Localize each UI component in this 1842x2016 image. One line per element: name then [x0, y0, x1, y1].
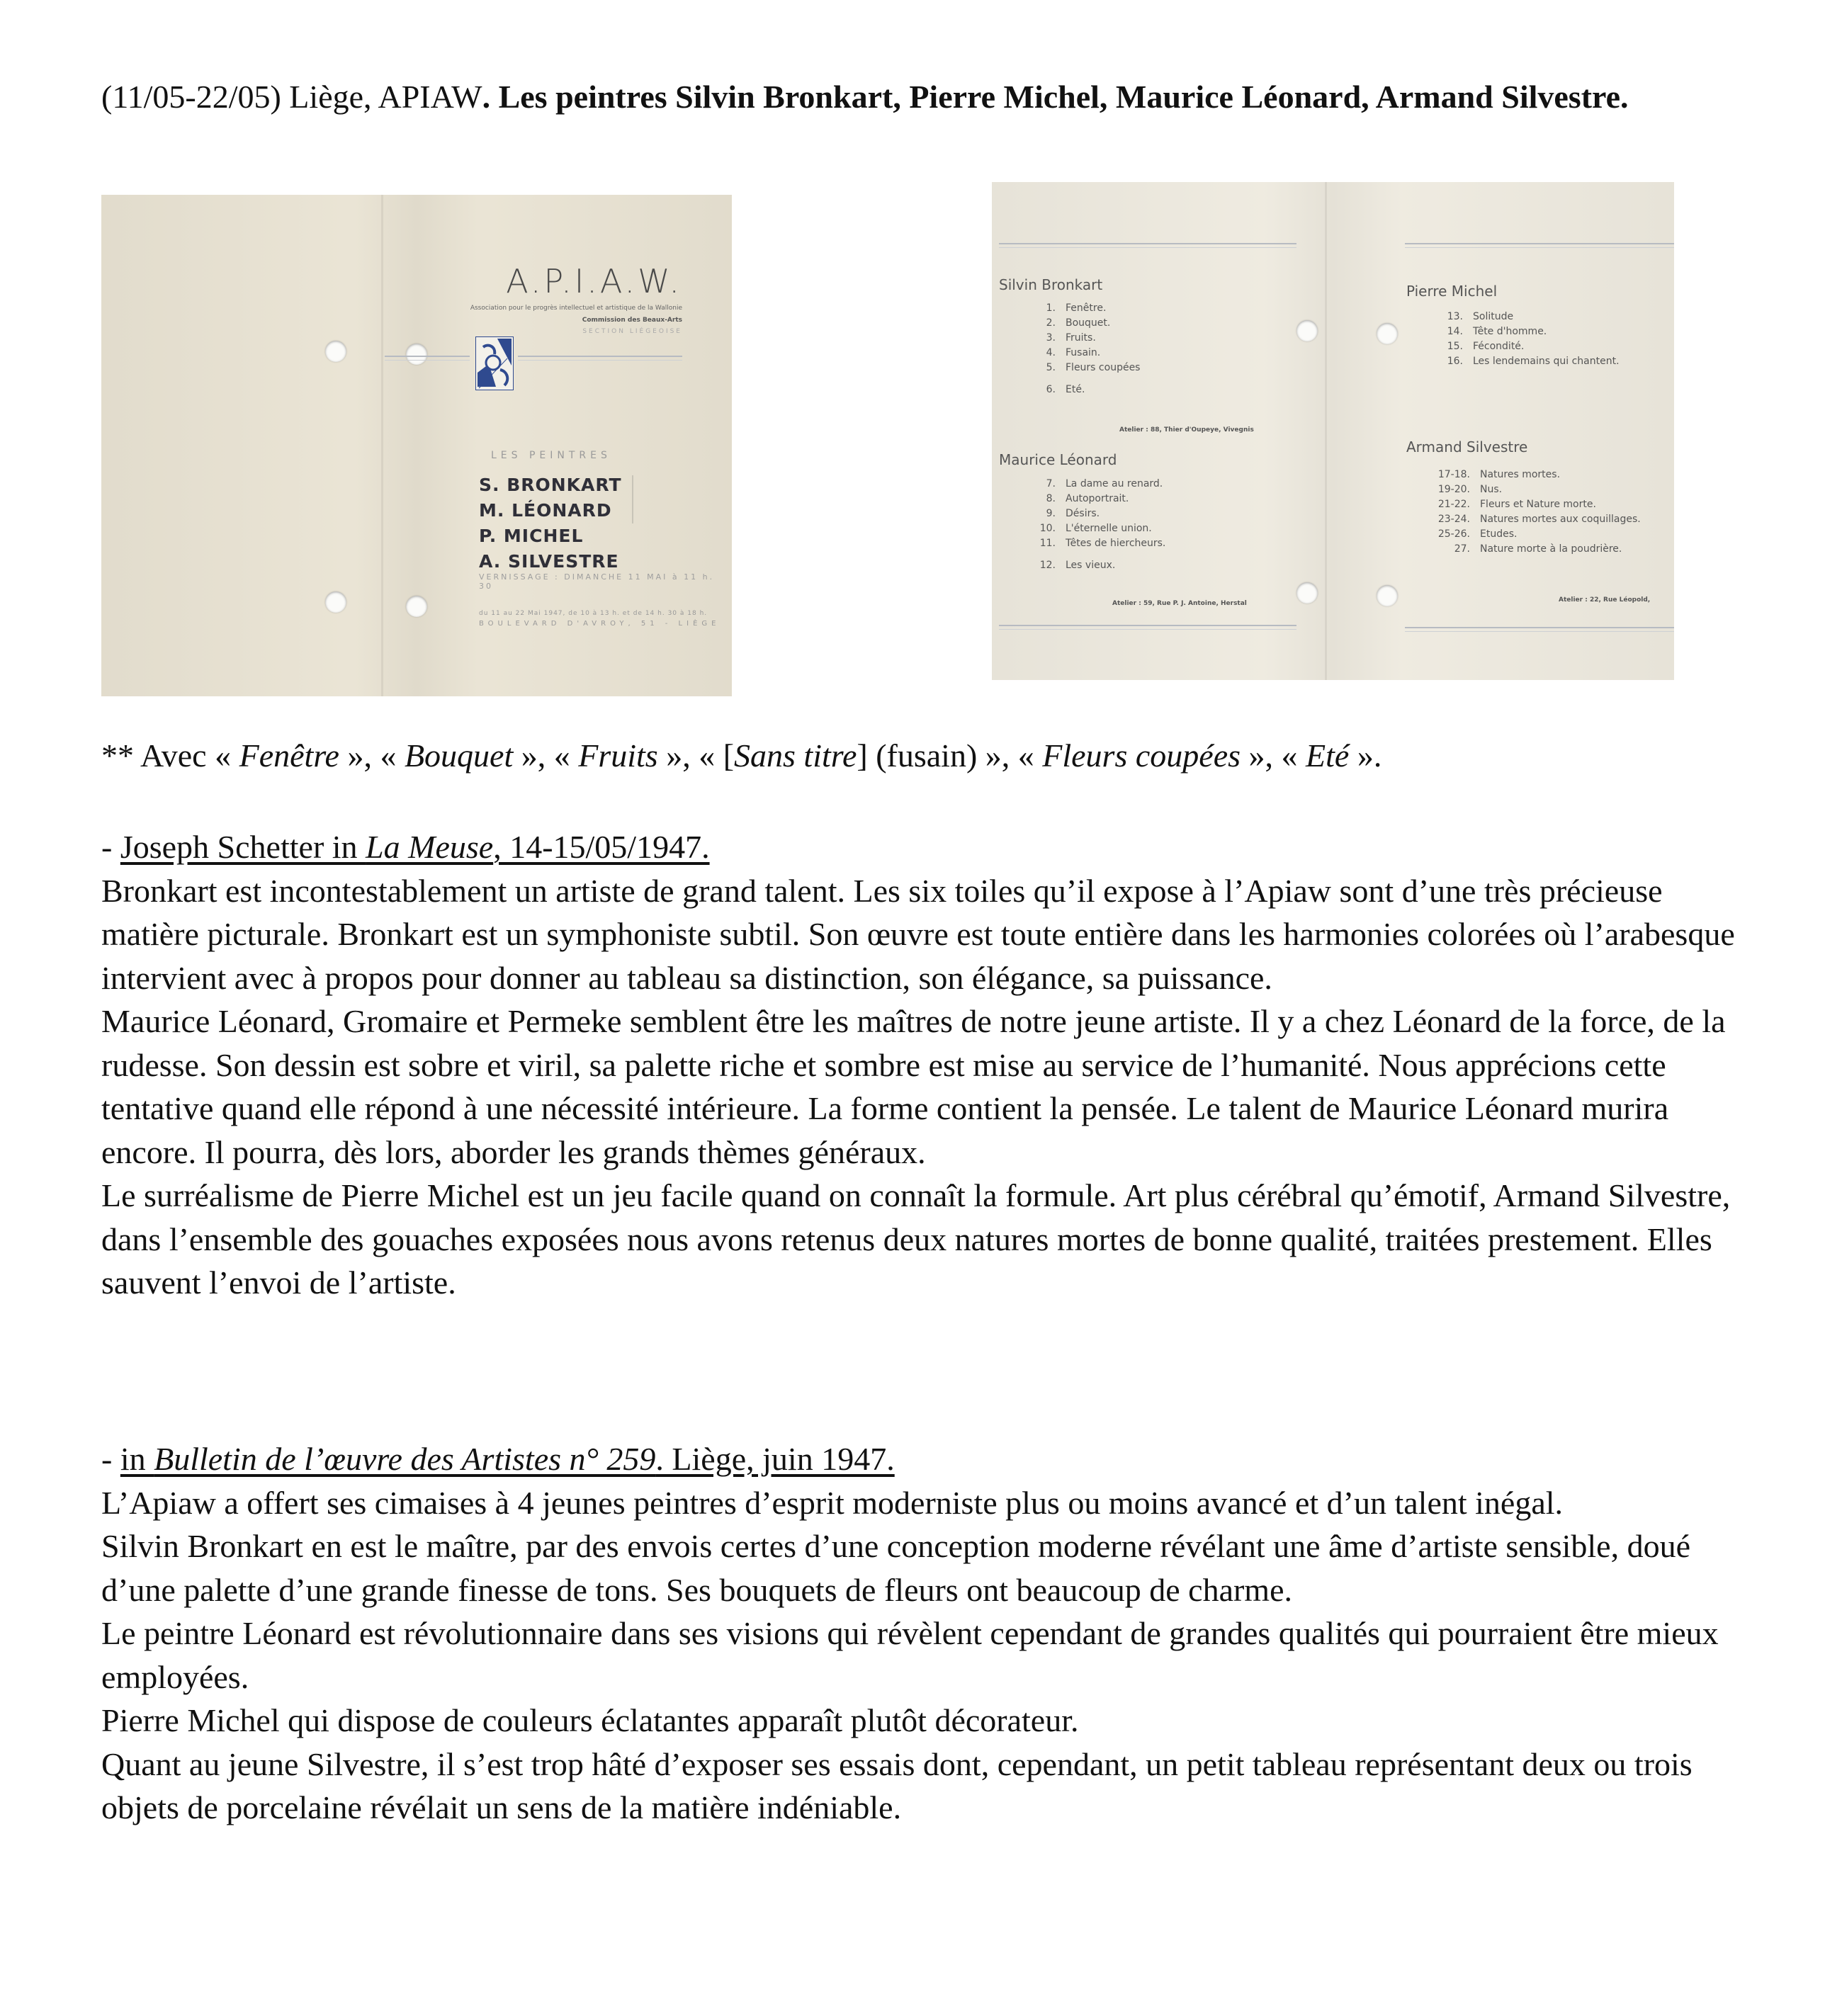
- painters-names: [479, 472, 732, 574]
- org-full-name: Association pour le progrès intellectuel et artistique de la Wallonie: [470, 305, 682, 312]
- work-item: 13. Solitude: [1447, 311, 1514, 322]
- review-la-meuse: [101, 825, 1745, 1305]
- fold-crease: [1325, 182, 1327, 680]
- punch-hole: [325, 591, 346, 613]
- decorative-rule: [518, 356, 682, 361]
- punch-hole: [1296, 582, 1318, 604]
- work-title: Sans titre: [734, 737, 857, 774]
- work-list: [1428, 468, 1641, 557]
- atelier-address: Atelier : 59, Rue P. J. Antoine, Herstal: [1112, 600, 1247, 607]
- work-title: Fenêtre: [239, 737, 339, 774]
- work-item: 15. Fécondité.: [1447, 341, 1525, 352]
- exhibition-hours: du 11 au 22 Mai 1947, de 10 à 13 h. et de 14 h. 30 à 18 h.: [479, 610, 708, 617]
- decorative-rule: [999, 625, 1296, 630]
- review-paragraph: Le surréalisme de Pierre Michel est un jeu facile quand on connaît la formule. Art plus cérébral qu’émotif, Armand Silvestre, dans l’ensemble des gouaches exposées nous avons retenus deux natures mortes de bonne qualité, traitées prestement. Elles sauvent l’envoi de l’artiste.: [101, 1177, 1731, 1301]
- catalogue-list-photo: [992, 182, 1674, 680]
- work-item: 10. L'éternelle union.: [1039, 523, 1152, 534]
- work-item: 14. Tête d'homme.: [1447, 326, 1547, 337]
- review-bulletin: [101, 1437, 1745, 1830]
- commission-line: Commission des Beaux-Arts: [582, 317, 682, 324]
- review-paragraph: L’Apiaw a offert ses cimaises à 4 jeunes peintres d’esprit moderniste plus ou moins avancé et d’un talent inégal.: [101, 1484, 1564, 1521]
- atelier-address: Atelier : 22, Rue Léopold,: [1559, 596, 1651, 604]
- work-list: [1020, 477, 1165, 573]
- work-item: 16. Les lendemains qui chantent.: [1447, 356, 1620, 367]
- work-item: 3. Fruits.: [1046, 332, 1096, 344]
- decorative-rule: [1405, 627, 1674, 632]
- review-source: - in Bulletin de l’œuvre des Artistes n° 259. Liège, juin 1947.: [101, 1441, 895, 1477]
- work-item: 11. Têtes de hiercheurs.: [1039, 538, 1166, 549]
- review-paragraph: Maurice Léonard, Gromaire et Permeke semblent être les maîtres de notre jeune artiste. Il y a chez Léonard de la force, de la rudesse. Son dessin est sobre et viril, sa palette riche et sombre est mise au service de l’humanité. Nous apprécions cette tentative quand elle répond à une nécessité intérieure. La forme contient la pensée. Le talent de Maurice Léonard murira encore. Il pourra, dès lors, aborder les grands thèmes généraux.: [101, 1003, 1726, 1170]
- painter-name: A. SILVESTRE: [479, 551, 619, 572]
- work-title: Fruits: [578, 737, 658, 774]
- work-title: Bouquet: [404, 737, 514, 774]
- org-acronym: A.P.I.A.W.: [506, 262, 682, 300]
- work-item: 8. Autoportrait.: [1046, 493, 1129, 504]
- work-item: 19-20. Nus.: [1437, 484, 1503, 495]
- punch-hole: [1377, 323, 1398, 344]
- decorative-rule: [1405, 243, 1674, 248]
- name-divider: [632, 475, 633, 523]
- work-item: 17-18. Natures mortes.: [1437, 469, 1561, 480]
- work-title: Fleurs coupées: [1042, 737, 1241, 774]
- painter-name: S. BRONKART: [479, 475, 622, 495]
- exhibition-title: . Les peintres Silvin Bronkart, Pierre Michel, Maurice Léonard, Armand Silvestre.: [482, 79, 1629, 115]
- work-item: 7. La dame au renard.: [1046, 478, 1163, 489]
- work-item: 23-24. Natures mortes aux coquillages.: [1437, 514, 1641, 525]
- artist-name: Maurice Léonard: [999, 451, 1117, 468]
- review-paragraph: Le peintre Léonard est révolutionnaire dans ses visions qui révèlent cependant de grandes qualités qui pourraient être mieux employées.: [101, 1615, 1719, 1695]
- decorative-rule: [999, 243, 1296, 248]
- artist-name: Silvin Bronkart: [999, 276, 1103, 293]
- exhibition-dates-place: (11/05-22/05) Liège, APIAW: [101, 79, 482, 115]
- work-item: 2. Bouquet.: [1046, 317, 1111, 329]
- review-paragraph: Pierre Michel qui dispose de couleurs éclatantes apparaît plutôt décorateur.: [101, 1702, 1079, 1738]
- work-item: 25-26. Etudes.: [1437, 528, 1518, 540]
- catalogue-cover-photo: [101, 195, 732, 696]
- decorative-rule: [385, 356, 470, 361]
- work-item: 21-22. Fleurs et Nature morte.: [1437, 499, 1596, 510]
- work-item: 27. Nature morte à la poudrière.: [1454, 543, 1622, 555]
- artist-name: Pierre Michel: [1406, 283, 1498, 300]
- review-paragraph: Bronkart est incontestablement un artiste de grand talent. Les six toiles qu’il expose à l’Apiaw sont d’une très précieuse matière picturale. Bronkart est un symphoniste subtil. Son œuvre est toute entière dans les harmonies colorées où l’arabesque intervient avec à propos pour donner au tableau sa distinction, son élégance, sa puissance.: [101, 872, 1735, 996]
- work-item: 5. Fleurs coupées: [1046, 362, 1141, 373]
- apiaw-logo-icon: [475, 336, 514, 390]
- vernissage-line: VERNISSAGE : DIMANCHE 11 MAI à 11 h. 30: [479, 572, 715, 591]
- work-list: [1020, 301, 1140, 397]
- artist-name: Armand Silvestre: [1406, 438, 1528, 455]
- punch-hole: [1377, 585, 1398, 606]
- punch-hole: [406, 596, 427, 617]
- review-paragraph: Quant au jeune Silvestre, il s’est trop hâté d’exposer ses essais dont, cependant, un petit tableau représentant deux ou trois objets de porcelaine révélait un sens de la matière indéniable.: [101, 1745, 1693, 1825]
- works-note: ** Avec « Fenêtre », « Bouquet », « Fruits », « [Sans titre] (fusain) », « Fleurs coupées », « Eté ».: [101, 737, 1382, 774]
- painter-name: M. LÉONARD: [479, 500, 612, 521]
- work-item: 9. Désirs.: [1046, 508, 1100, 519]
- punch-hole: [1296, 320, 1318, 341]
- painter-name: P. MICHEL: [479, 526, 584, 546]
- page-title: [101, 75, 1731, 119]
- work-item: 4. Fusain.: [1046, 347, 1101, 358]
- punch-hole: [325, 341, 346, 362]
- punch-hole: [406, 344, 427, 365]
- work-item: 12. Les vieux.: [1039, 560, 1116, 571]
- work-item: 1. Fenêtre.: [1046, 302, 1107, 314]
- atelier-address: Atelier : 88, Thier d'Oupeye, Vivegnis: [1119, 426, 1254, 434]
- work-title: Eté: [1306, 737, 1350, 774]
- work-item: 6. Eté.: [1046, 384, 1085, 395]
- work-list: [1428, 310, 1620, 369]
- painters-label: LES PEINTRES: [491, 450, 611, 461]
- fold-crease: [381, 195, 383, 696]
- exhibition-address: BOULEVARD D'AVROY, 51 - LIÈGE: [479, 620, 721, 628]
- review-source: - Joseph Schetter in La Meuse, 14-15/05/1947.: [101, 829, 710, 865]
- review-paragraph: Silvin Bronkart en est le maître, par des envois certes d’une conception moderne révélant une âme d’artiste sensible, doué d’une palette d’une grande finesse de tons. Ses bouquets de fleurs ont beaucoup de charme.: [101, 1528, 1691, 1608]
- section-line: SECTION LIÉGEOISE: [582, 328, 682, 335]
